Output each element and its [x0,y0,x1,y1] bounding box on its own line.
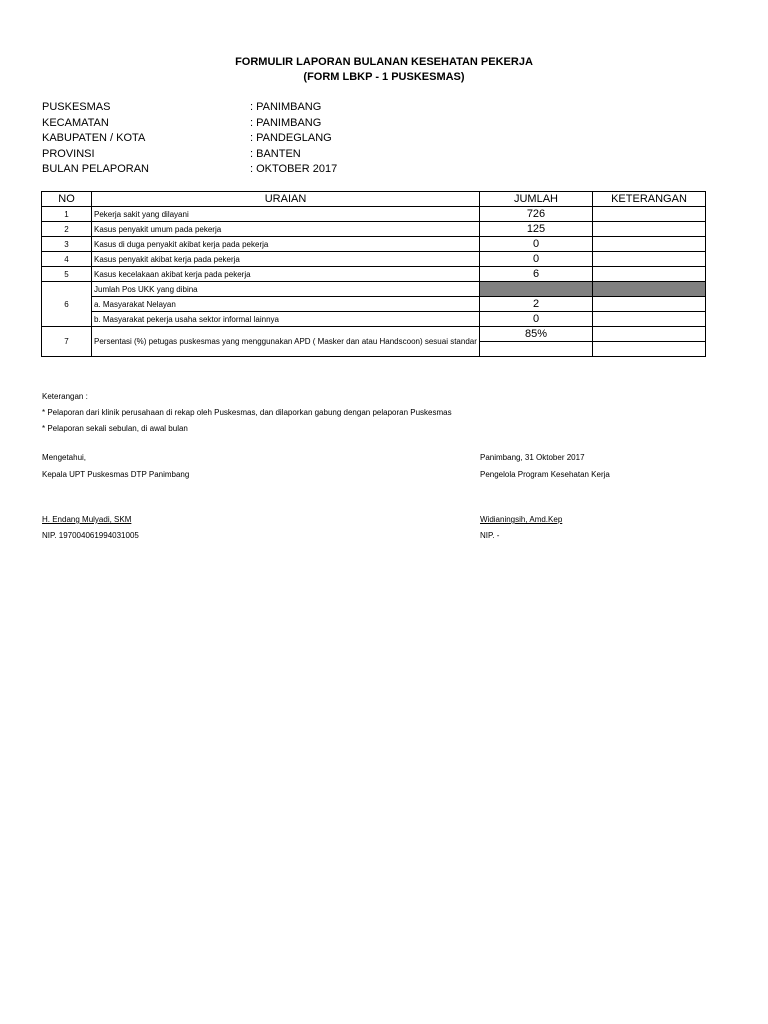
row-number: 7 [42,327,92,357]
report-table [41,191,706,357]
table-row [42,327,706,342]
row-note [593,312,706,327]
signature-left-line1: Mengetahui, [42,453,87,462]
row-total: 125 [480,222,593,237]
row-note [593,267,706,282]
row-note [593,297,706,312]
table-row [42,282,706,297]
note-item: * Pelaporan dari klinik perusahaan di rekap oleh Puskesmas, dan dilaporkan gabung dengan pelaporan Puskesmas [42,408,452,417]
row-total: 726 [480,207,593,222]
info-label: KECAMATAN [42,116,109,129]
row-note [593,237,706,252]
info-row-bulan [42,163,442,179]
shaded-cell [593,282,706,297]
row-number: 6 [42,282,92,327]
row-description: Pekerja sakit yang dilayani [92,207,480,222]
info-row-kecamatan [42,117,442,133]
row-total: 0 [480,312,593,327]
row-note [593,327,706,342]
signature-left-nip: NIP. 197004061994031005 [42,531,139,540]
info-label: PUSKESMAS [42,101,111,113]
info-value: : PANIMBANG [250,101,322,113]
row-number: 4 [42,252,92,267]
form-subtitle: (FORM LBKP - 1 PUSKESMAS) [303,71,465,83]
row-note [593,252,706,267]
table-row [42,267,706,282]
notes [42,392,452,440]
info-value: : PANDEGLANG [250,132,332,144]
row-total: 2 [480,297,593,312]
info-label: BULAN PELAPORAN [42,163,149,175]
row-total: 85% [480,327,593,342]
table-row [42,222,706,237]
row-total: 0 [480,252,593,267]
row-description: a. Masyarakat Nelayan [92,297,480,312]
column-header-no: NO [42,192,92,207]
row-number: 1 [42,207,92,222]
table-row [42,207,706,222]
table-row [42,252,706,267]
signature-left-name: H. Endang Mulyadi, SKM [42,515,132,524]
column-header-keterangan: KETERANGAN [593,192,706,207]
row-description: Kasus kecelakaan akibat kerja pada pekerja [92,267,480,282]
row-description: Kasus penyakit umum pada pekerja [92,222,480,237]
row-description: Persentasi (%) petugas puskesmas yang menggunakan APD ( Masker dan atau Handscoon) sesuai standar [92,327,480,357]
row-description: Kasus di duga penyakit akibat kerja pada pekerja [92,237,480,252]
row-note [593,222,706,237]
row-total-empty [480,342,593,357]
table-row [42,237,706,252]
form-title: FORMULIR LAPORAN BULANAN KESEHATAN PEKERJA [235,56,533,68]
info-row-puskesmas [42,101,442,117]
info-row-provinsi [42,148,442,164]
info-value: : BANTEN [250,147,301,160]
row-total: 0 [480,237,593,252]
row-number: 2 [42,222,92,237]
row-total: 6 [480,267,593,282]
row-number: 5 [42,267,92,282]
row-note [593,207,706,222]
row-description: Jumlah Pos UKK yang dibina [92,282,480,297]
row-description: Kasus penyakit akibat kerja pada pekerja [92,252,480,267]
row-note [593,342,706,357]
signature-left-line2: Kepala UPT Puskesmas DTP Panimbang [42,470,190,479]
column-header-uraian: URAIAN [92,192,480,207]
column-header-jumlah: JUMLAH [480,192,593,207]
table-row [42,312,706,327]
note-item: * Pelaporan sekali sebulan, di awal bulan [42,424,188,433]
signature-right-name: Widianingsih, Amd.Kep [480,515,563,524]
table-row [42,297,706,312]
report-info [42,101,442,179]
info-label: PROVINSI [42,147,95,160]
info-value: : PANIMBANG [250,116,322,129]
row-description: b. Masyarakat pekerja usaha sektor informal lainnya [92,312,480,327]
info-label: KABUPATEN / KOTA [42,132,146,144]
row-number: 3 [42,237,92,252]
info-value: : OKTOBER 2017 [250,163,338,175]
signature-right-line2: Pengelola Program Kesehatan Kerja [480,470,610,479]
info-row-kabupaten [42,132,442,148]
signature-right-line1: Panimbang, 31 Oktober 2017 [480,453,585,462]
table-header-row [42,192,706,207]
shaded-cell [480,282,593,297]
signature-right-nip: NIP. - [480,531,500,540]
notes-heading: Keterangan : [42,392,88,401]
